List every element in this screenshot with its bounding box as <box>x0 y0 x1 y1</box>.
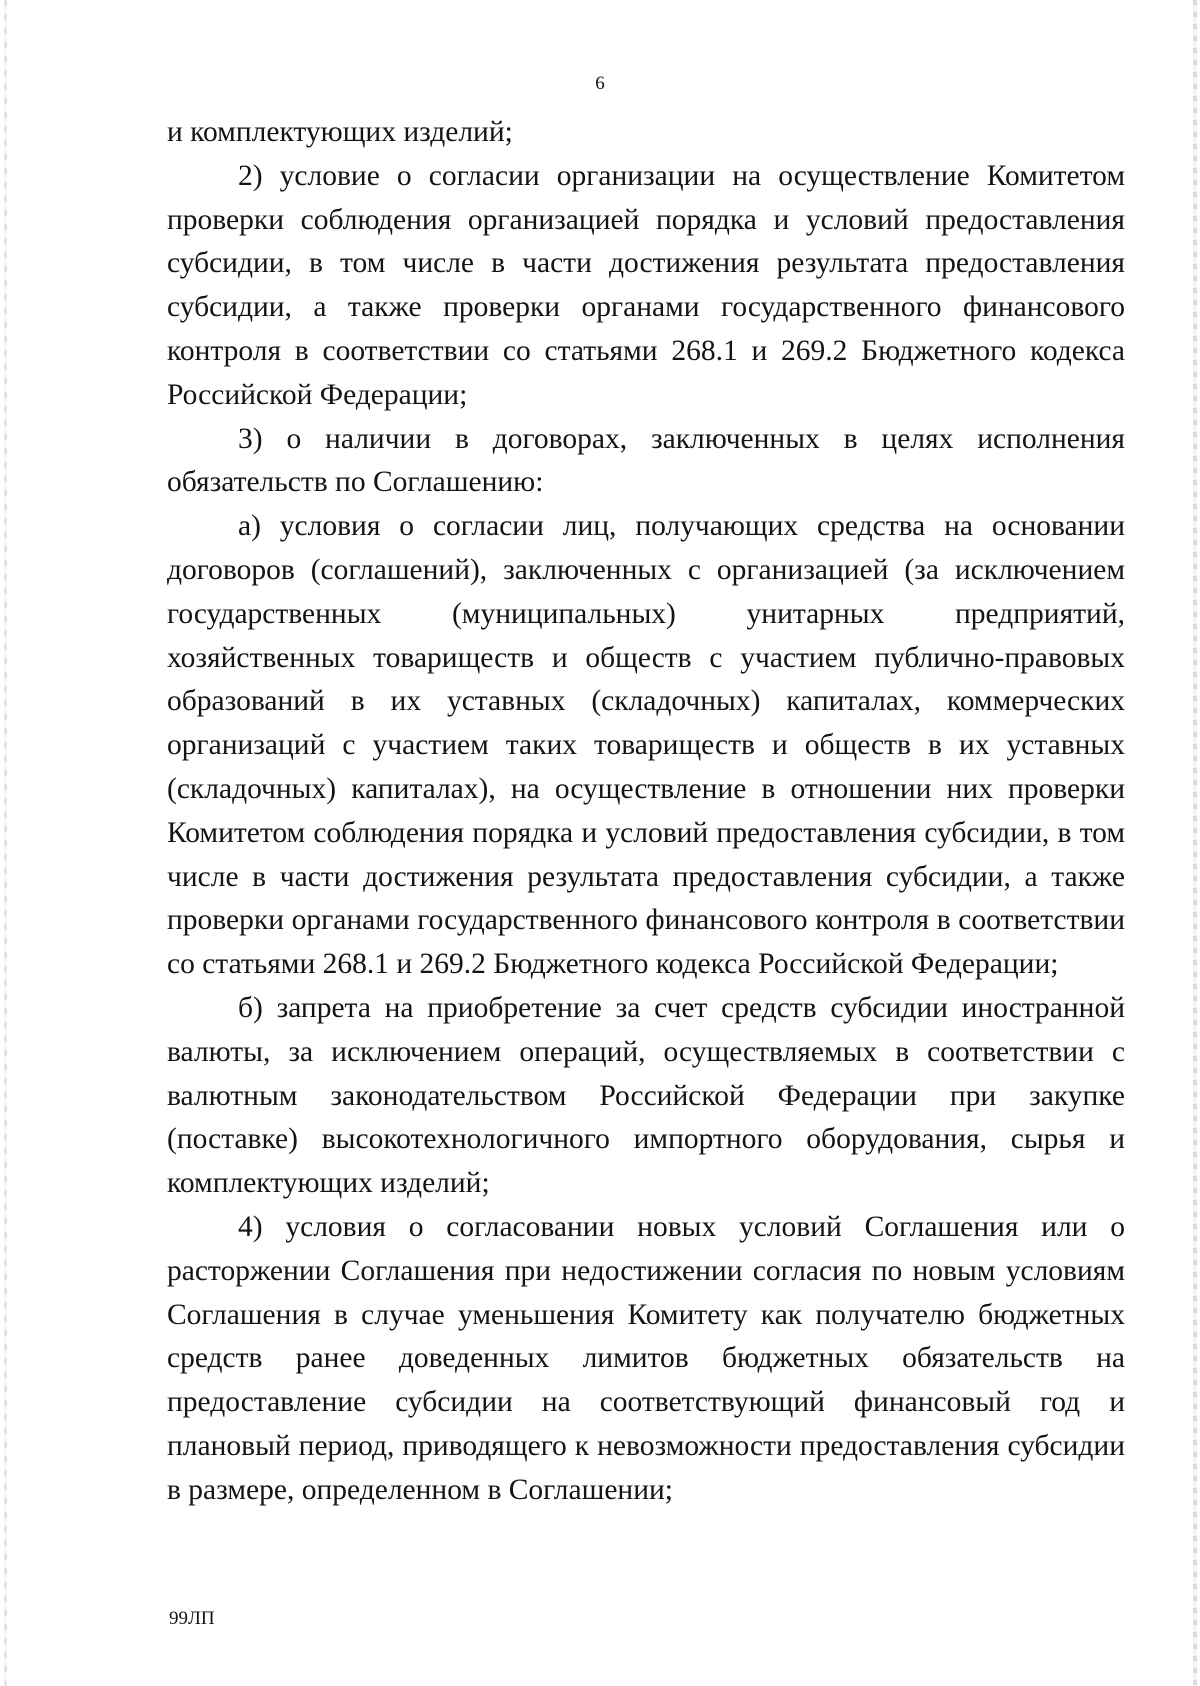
scan-edge-right <box>1193 0 1197 1686</box>
paragraph-item-3a: а) условия о согласии лиц, получающих средства на основании договоров (соглашений), заключенных с организацией (за исключением государственных (муниципальных) унитарных предприятий, хозяйственных товариществ и обществ с участием публично-правовых образований в их уставных (складочных) капиталах, коммерческих организаций с участием таких товариществ и обществ в их уставных (складочных) капиталах), на осуществление в отношении них проверки Комитетом соблюдения порядка и условий предоставления субсидии, в том числе в части достижения результата предоставления субсидии, а также проверки органами государственного финансового контроля в соответствии со статьями 268.1 и 269.2 Бюджетного кодекса Российской Федерации; <box>167 510 1125 981</box>
paragraph-continuation: и комплектующих изделий; <box>167 116 513 148</box>
page-number: 6 <box>595 73 605 94</box>
paragraph-item-3: 3) о наличии в договорах, заключенных в целях исполнения обязательств по Соглашению: <box>167 422 1125 499</box>
paragraph-item-4: 4) условия о согласовании новых условий Соглашения или о расторжении Соглашения при недостижении согласия по новым условиям Соглашения в случае уменьшения Комитету как получателю бюджетных средств ранее доведенных лимитов бюджетных обязательств на предоставление субсидии на соответствующий финансовый год и плановый период, приводящего к невозможности предоставления субсидии в размере, определенном в Соглашении; <box>167 1210 1125 1506</box>
scan-edge-left <box>4 0 7 1686</box>
paragraph-item-3b: б) запрета на приобретение за счет средств субсидии иностранной валюты, за исключением операций, осуществляемых в соответствии с валютным законодательством Российской Федерации при закупке (поставке) высокотехнологичного импортного оборудования, сырья и комплектующих изделий; <box>167 991 1125 1200</box>
document-body <box>167 111 1125 1513</box>
footer-document-code: 99ЛП <box>169 1608 215 1629</box>
paragraph-item-2: 2) условие о согласии организации на осуществление Комитетом проверки соблюдения организацией порядка и условий предоставления субсидии, в том числе в части достижения результата предоставления субсидии, а также проверки органами государственного финансового контроля в соответствии со статьями 268.1 и 269.2 Бюджетного кодекса Российской Федерации; <box>167 159 1125 411</box>
